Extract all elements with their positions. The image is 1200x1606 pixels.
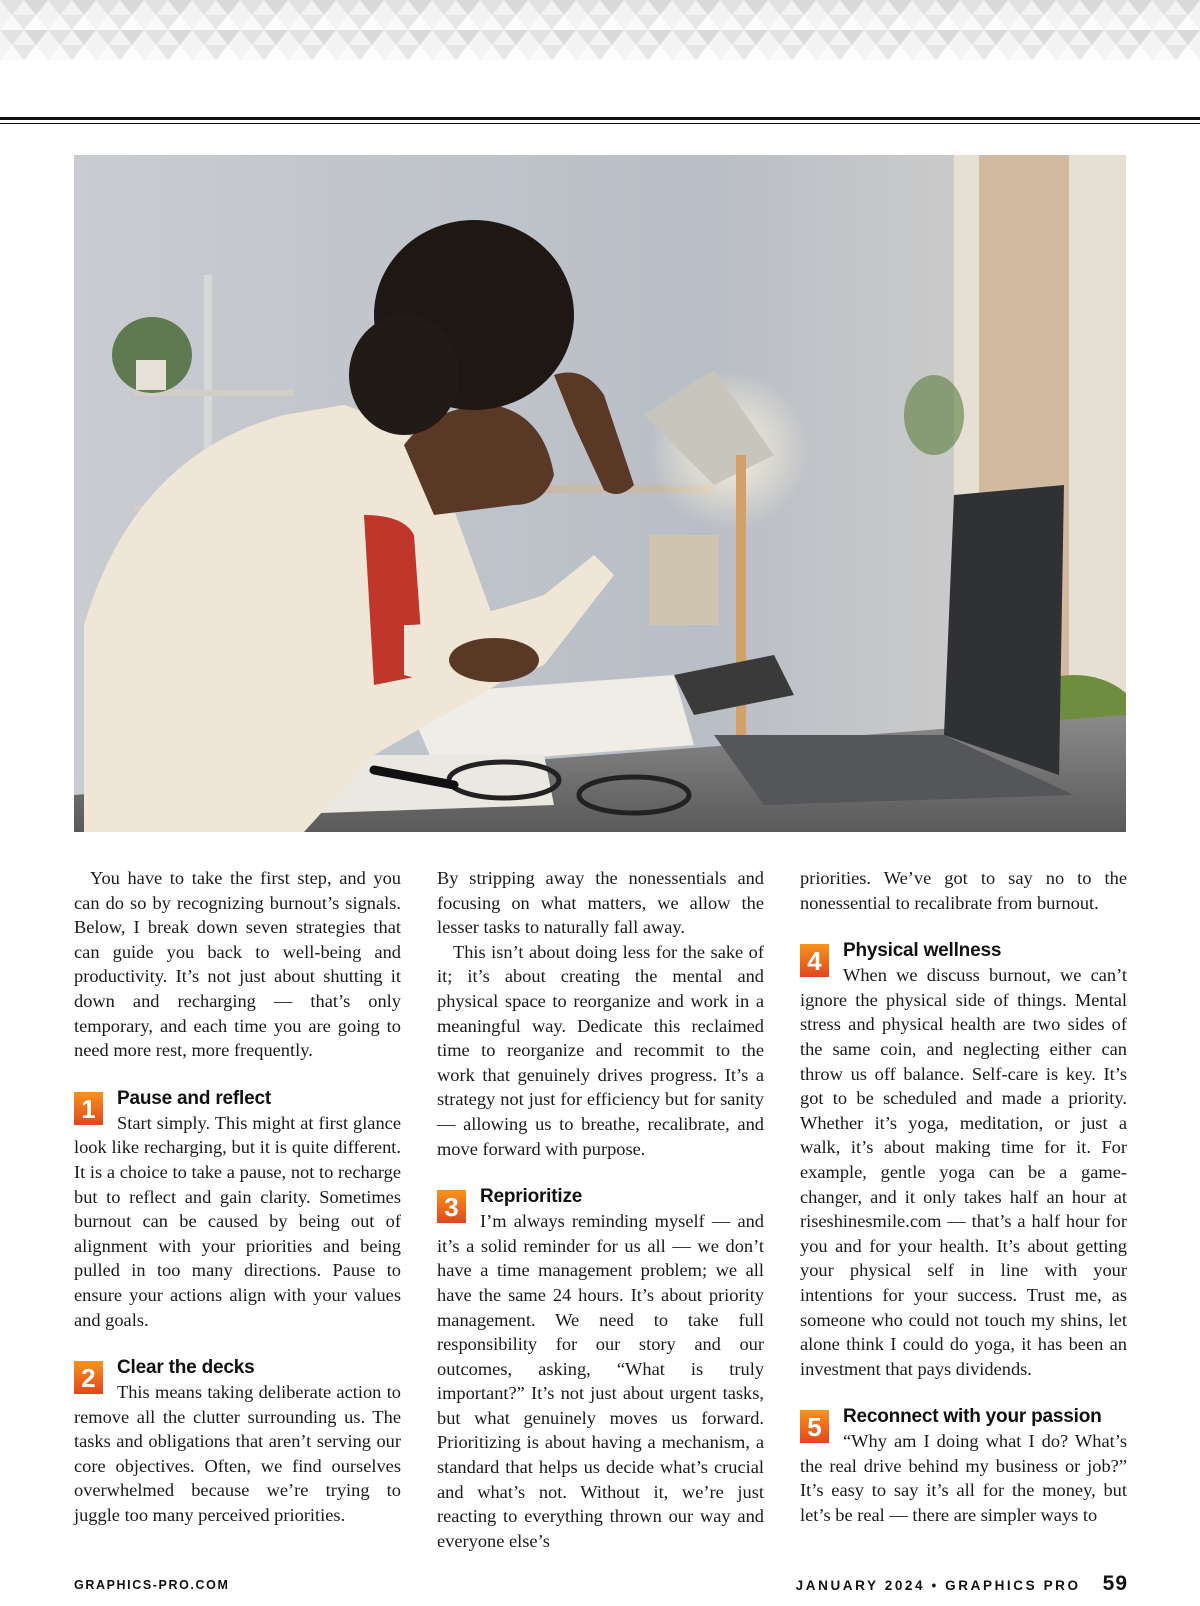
intro-paragraph: You have to take the first step, and you can do so by recognizing burnout’s signals. Below, I break down seven strategies that can guide you back to well-being and productivity. It’s not just about shutting it down and recharging — that’s only temporary, and each time you are going to need more rest, more frequently. [74,868,401,1061]
footer-site[interactable]: GRAPHICS-PRO.COM [74,1578,230,1592]
strategy-1 [74,1087,401,1332]
strategy-body-2: This means taking deliberate action to remove all the clutter surrounding us. The tasks and obligations that aren’t serving our core objectives. Often, we find ourselves overwhelmed because we’re trying to juggle too many perceived priorities. [74,1382,401,1526]
header-rule-thick [0,117,1200,120]
footer-folio [796,1572,1128,1596]
strategy-5 [800,1405,1127,1527]
strategy-4 [800,939,1127,1381]
header-rule-thin [0,123,1200,124]
strategy-number-1: 1 [74,1092,103,1125]
footer-issue: JANUARY 2024 • GRAPHICS PRO [795,1578,1081,1593]
article-column-1 [74,866,401,1528]
article-column-3 [800,866,1127,1528]
strategy-number-2: 2 [74,1361,103,1394]
strategy-number-5: 5 [800,1410,829,1443]
col3-paragraph-1: priorities. We’ve got to say no to the nonessential to recalibrate from burnout. [800,868,1127,913]
strategy-number-4: 4 [800,944,829,977]
strategy-number-3: 3 [437,1190,466,1223]
strategy-3 [437,1185,764,1553]
strategy-title-2: Clear the decks [117,1357,255,1379]
strategy-body-4: When we discuss burnout, we can’t ignore the physical side of things. Mental stress and physical health are two sides of the same coin, and neglecting either can throw us off balance. Self-care is key. It’s got to be scheduled and made a priority. Whether it’s yoga, meditation, or just a walk, it’s about making time for it. For example, gentle yoga can be a game-changer, and it only takes half an hour at riseshinesmile.com — that’s a half hour for you and for your health. It’s about getting your physical self in line with your intentions for your success. Trust me, as someone who could not touch my shins, let alone think I could do yoga, it has been an investment that pays dividends. [800,965,1127,1379]
strategy-title-3: Reprioritize [480,1186,583,1208]
col2-paragraph-1: By stripping away the nonessentials and focusing on what matters, we allow the lesser tasks to naturally fall away. [437,868,764,938]
col2-paragraph-2: This isn’t about doing less for the sake of it; it’s about creating the mental and physical space to reorganize and work in a meaningful way. Dedicate this reclaimed time to reorganize and recommit to the work that genuinely drives progress. It’s a strategy not just for efficiency but for sanity — allowing us to breathe, recalibrate, and move forward with purpose. [437,941,764,1159]
decorative-pattern-band [0,0,1200,60]
hero-photo [74,155,1126,832]
triangle-pattern [0,0,1200,60]
strategy-title-4: Physical wellness [843,940,1002,962]
article-column-2 [437,866,764,1553]
strategy-2 [74,1356,401,1528]
strategy-title-1: Pause and reflect [117,1087,271,1109]
strategy-body-5: “Why am I doing what I do? What’s the real drive behind my business or job?” It’s easy to say it’s all for the money, but let’s be real — there are simpler ways to [800,1431,1127,1526]
strategy-body-1: Start simply. This might at first glance look like recharging, but it is quite different. It is a choice to take a pause, not to recharge but to reflect and gain clarity. Sometimes burnout can be caused by being out of alignment with your priorities and being pulled in too many directions. Pause to ensure your actions align with your values and goals. [74,1112,401,1330]
page-number: 59 [1102,1572,1128,1595]
strategy-title-5: Reconnect with your passion [843,1406,1102,1428]
strategy-body-3: I’m always reminding myself — and it’s a solid reminder for us all — we don’t have a time management problem; we all have the same 24 hours. It’s about priority management. We need to take full responsibility for our story and our outcomes, asking, “What is truly important?” It’s not just about urgent tasks, but what genuinely moves us forward. Prioritizing is about having a mechanism, a standard that helps us decide what’s crucial and what’s not. Without it, we’re just reacting to everything thrown our way and everyone else’s [437,1211,764,1551]
